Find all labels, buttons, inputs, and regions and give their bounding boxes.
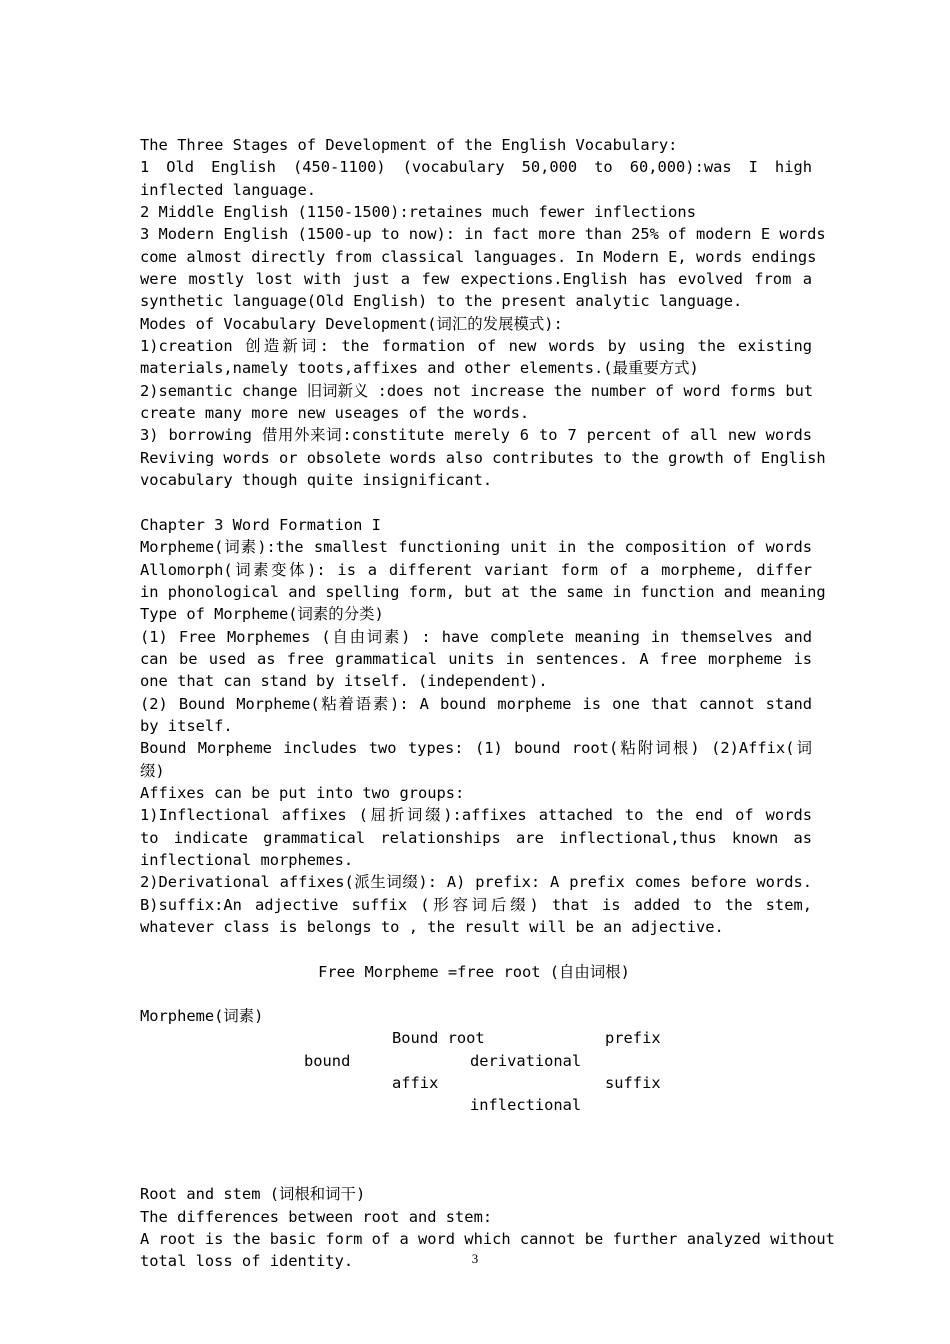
diagram-bound: bound: [304, 1052, 351, 1071]
text-line: were mostly lost with just a few expections.English has evolved from a: [140, 270, 812, 289]
text-line: Root and stem (词根和词干): [140, 1185, 366, 1204]
text-line: 2)Derivational affixes(派生词缀): A) prefix: A prefix comes before words.: [140, 873, 812, 892]
blank-line: [140, 983, 812, 1005]
blank-line: [140, 938, 812, 960]
text-line: 3) borrowing 借用外来词:constitute merely 6 to 7 percent of all new words: [140, 426, 812, 445]
diagram-bound-root: Bound root: [392, 1029, 485, 1048]
text-line: total loss of identity.: [140, 1252, 354, 1271]
text-line: materials,namely toots,affixes and other elements.(最重要方式): [140, 359, 699, 378]
text-line: to indicate grammatical relationships are inflectional,thus known as: [140, 828, 812, 847]
text-line: 缀): [140, 761, 165, 780]
text-line: Chapter 3 Word Formation I: [140, 515, 381, 534]
text-line: Modes of Vocabulary Development(词汇的发展模式):: [140, 314, 563, 333]
text-line: 1)Inflectional affixes (屈折词缀):affixes attached to the end of words: [140, 806, 812, 825]
text-line: by itself.: [140, 716, 233, 735]
text-line: synthetic language(Old English) to the present analytic language.: [140, 292, 743, 311]
text-line: 1 Old English (450-1100) (vocabulary 50,000 to 60,000):was I high: [140, 158, 812, 177]
diagram-prefix: prefix: [605, 1029, 661, 1048]
diagram-suffix: suffix: [605, 1074, 661, 1093]
text-line: (2) Bound Morpheme(粘着语素): A bound morpheme is one that cannot stand: [140, 694, 812, 713]
text-line: vocabulary though quite insignificant.: [140, 471, 493, 490]
diagram-morpheme: Morpheme(词素): [140, 1007, 264, 1026]
diagram-affix: affix: [392, 1074, 439, 1093]
text-line: inflectional morphemes.: [140, 851, 354, 869]
vocabulary-development-section: [140, 134, 826, 492]
free-morpheme-line: Free Morpheme =free root (自由词根): [318, 962, 630, 981]
text-line: one that can stand by itself. (independent).: [140, 672, 548, 691]
text-line: can be used as free grammatical units in sentences. A free morpheme is: [140, 649, 812, 668]
text-line: 3 Modern English (1500-up to now): in fact more than 25% of modern E words: [140, 225, 826, 244]
text-line: The Three Stages of Development of the English Vocabulary:: [140, 136, 678, 154]
text-line: whatever class is belongs to , the result will be an adjective.: [140, 918, 724, 937]
text-line: The differences between root and stem:: [140, 1207, 493, 1226]
text-line: Type of Morpheme(词素的分类): [140, 605, 384, 624]
text-line: Allomorph(词素变体): is a different variant form of a morpheme, differ: [140, 560, 812, 579]
text-line: 2 Middle English (1150-1500):retaines much fewer inflections: [140, 203, 696, 222]
text-line: come almost directly from classical languages. In Modern E, words endings: [140, 247, 817, 266]
diagram-derivational: derivational: [470, 1052, 582, 1071]
diagram-inflectional: inflectional: [470, 1096, 582, 1115]
blank-line: [140, 492, 812, 514]
morpheme-diagram: [140, 1005, 812, 1183]
text-line: 1)creation 创造新词: the formation of new words by using the existing: [140, 337, 812, 356]
text-line: Morpheme(词素):the smallest functioning unit in the composition of words: [140, 538, 812, 557]
text-line: (1) Free Morphemes (自由词素) : have complete meaning in themselves and: [140, 627, 812, 646]
page-number: 3: [471, 1251, 479, 1266]
text-line: Affixes can be put into two groups:: [140, 783, 465, 802]
text-line: B)suffix:An adjective suffix (形容词后缀) that is added to the stem,: [140, 895, 812, 914]
word-formation-section: [140, 514, 826, 939]
text-line: 2)semantic change 旧词新义 :does not increase the number of word forms but: [140, 381, 814, 400]
text-line: A root is the basic form of a word which cannot be further analyzed without: [140, 1230, 835, 1249]
text-line: create many more new useages of the words.: [140, 404, 530, 423]
text-line: inflected language.: [140, 180, 317, 199]
text-line: Reviving words or obsolete words also contributes to the growth of English: [140, 448, 826, 467]
text-line: in phonological and spelling form, but at the same in function and meaning: [140, 582, 826, 601]
text-line: Bound Morpheme includes two types: (1) bound root(粘附词根) (2)Affix(词: [140, 739, 812, 758]
body-text: [140, 134, 835, 1273]
